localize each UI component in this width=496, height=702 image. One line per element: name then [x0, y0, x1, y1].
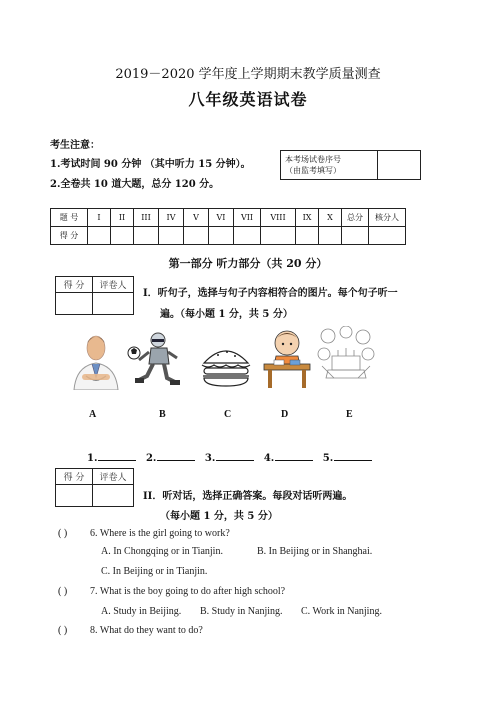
score-col: I: [88, 209, 111, 227]
question-7-option-a: A. Study in Beijing.: [101, 606, 182, 617]
score-col: V: [184, 209, 209, 227]
question-8: 8. What do they want to do?: [90, 625, 203, 636]
answer-blanks: [87, 450, 378, 464]
score-col: VI: [209, 209, 234, 227]
grader-name-cell[interactable]: [93, 293, 134, 315]
student-desk-picture: [260, 326, 314, 390]
birthday-cake-picture: [316, 326, 376, 384]
answer-paren-7[interactable]: ( ): [58, 586, 68, 597]
grader-score-cell[interactable]: [56, 293, 93, 315]
answer-blank-2[interactable]: [157, 450, 195, 461]
score-col: II: [111, 209, 134, 227]
grader-box-2: [55, 468, 134, 507]
notice-item-1: 1.考试时间 90 分钟 （其中听力 15 分钟）。: [50, 159, 251, 170]
question-6-option-c: C. In Beijing or in Tianjin.: [101, 566, 208, 577]
answer-blank-4[interactable]: [275, 450, 313, 461]
answer-paren-6[interactable]: ( ): [58, 528, 68, 539]
picture-label-b: B: [159, 409, 166, 420]
answer-blank-1[interactable]: [98, 450, 136, 461]
picture-label-a: A: [89, 409, 97, 420]
score-cell[interactable]: [88, 227, 111, 245]
score-cell[interactable]: [296, 227, 319, 245]
robot-picture: [125, 330, 181, 388]
score-col: IX: [296, 209, 319, 227]
score-row-label: 得 分: [51, 227, 88, 245]
score-col: III: [134, 209, 159, 227]
section1-instruction: I．听句子，选择与句子内容相符合的图片。每个句子听一: [143, 288, 398, 299]
score-header-row: [51, 209, 406, 227]
question-7-option-b: B. Study in Nanjing.: [200, 606, 283, 617]
blank-number: 3.: [204, 453, 216, 464]
score-col: VIII: [261, 209, 296, 227]
grader-name-label: 评卷人: [93, 469, 134, 485]
grader-score-label: 得 分: [56, 469, 93, 485]
question-7-option-c: C. Work in Nanjing.: [301, 606, 382, 617]
blank-number: 2.: [145, 453, 157, 464]
score-cell[interactable]: [184, 227, 209, 245]
section2-instruction-cont: （每小题 1 分，共 5 分）: [160, 511, 278, 522]
grader-score-label: 得 分: [56, 277, 93, 293]
grader-name-cell[interactable]: [93, 485, 134, 507]
question-7: 7. What is the boy going to do after high school?: [90, 586, 286, 597]
question-6-option-b: B. In Beijing or in Shanghai.: [257, 546, 373, 557]
exam-subtitle: 八年级英语试卷: [188, 90, 308, 109]
question-6: 6. Where is the girl going to work?: [90, 528, 230, 539]
score-cell[interactable]: [234, 227, 261, 245]
score-table: [50, 208, 406, 245]
seat-label-line2: （由监考填写）: [285, 166, 341, 175]
grader-box-1: [55, 276, 134, 315]
score-cell[interactable]: [342, 227, 369, 245]
answer-blank-5[interactable]: [334, 450, 372, 461]
seat-number-box: [280, 150, 421, 180]
answer-blank-3[interactable]: [216, 450, 254, 461]
grader-name-label: 评卷人: [93, 277, 134, 293]
notice-item-2: 2.全卷共 10 道大题，总分 120 分。: [50, 179, 220, 190]
notice-heading: 考生注意：: [50, 140, 100, 151]
seat-number-label: [281, 151, 378, 180]
score-cell[interactable]: [111, 227, 134, 245]
answer-paren-8[interactable]: ( ): [58, 625, 68, 636]
question-6-option-a: A. In Chongqing or in Tianjin.: [101, 546, 223, 557]
score-col: X: [319, 209, 342, 227]
seat-number-field[interactable]: [378, 151, 421, 180]
score-col: VII: [234, 209, 261, 227]
score-row-label: 题 号: [51, 209, 88, 227]
score-cell[interactable]: [134, 227, 159, 245]
score-col: IV: [159, 209, 184, 227]
score-col: 核分人: [369, 209, 406, 227]
section2-instruction: II．听对话，选择正确答案。每段对话听两遍。: [143, 491, 353, 502]
score-cell[interactable]: [261, 227, 296, 245]
score-cell[interactable]: [159, 227, 184, 245]
part1-title: 第一部分 听力部分（共 20 分）: [168, 257, 328, 270]
score-value-row: [51, 227, 406, 245]
picture-label-c: C: [224, 409, 232, 420]
section1-instruction-cont: 遍。（每小题 1 分，共 5 分）: [160, 309, 293, 320]
doctor-picture: [68, 328, 124, 390]
exam-title: 2019－2020 学年度上学期期末教学质量测查: [115, 67, 381, 82]
blank-number: 5.: [322, 453, 334, 464]
score-cell[interactable]: [209, 227, 234, 245]
picture-label-d: D: [281, 409, 289, 420]
seat-label-line1: 本考场试卷序号: [285, 155, 341, 164]
blank-number: 1.: [87, 453, 98, 464]
score-cell[interactable]: [319, 227, 342, 245]
score-cell[interactable]: [369, 227, 406, 245]
hamburger-picture: [200, 345, 252, 387]
grader-score-cell[interactable]: [56, 485, 93, 507]
score-col: 总分: [342, 209, 369, 227]
blank-number: 4.: [263, 453, 275, 464]
picture-label-e: E: [346, 409, 353, 420]
